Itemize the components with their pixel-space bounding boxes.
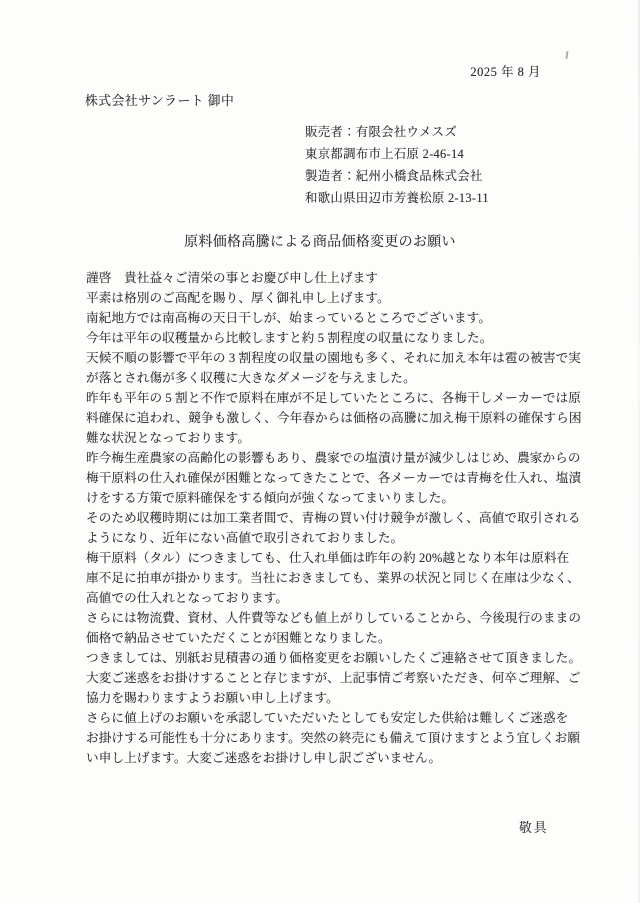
recipient-name: 株式会社サンラート 御中: [85, 94, 235, 108]
body-line: が落とされ傷が多く収穫に大きなダメージを与えました。: [86, 371, 416, 385]
body-line: さらには物流費、資材、人件費等なども値上がりしていることから、今後現行のままの: [86, 611, 582, 625]
body-line: 平素は格別のご高配を賜り、厚く御礼申し上げます。: [86, 291, 390, 305]
body-line: お掛けする可能性も十分にあります。突然の終売にも備えて頂けますとよう宜しくお願: [86, 731, 581, 745]
letter-body: [86, 268, 582, 768]
sender-block: [305, 121, 489, 209]
body-line: 大変ご迷惑をお掛けすることと存じますが、上記事情ご考察いただき、何卒ご理解、ご: [86, 671, 581, 685]
sender-line-seller: 販売者：有限会社ウメスズ: [305, 125, 457, 139]
body-line: 価格で納品させていただくことが困難となりました。: [86, 631, 391, 645]
body-line: 今年は平年の収穫量から比較しますと約 5 割程度の収量になりました。: [86, 331, 493, 345]
sender-line-manufacturer: 製造者：紀州小橋食品株式会社: [305, 169, 483, 183]
body-line: 南紀地方では南高梅の天日干しが、始まっているところでございます。: [86, 311, 492, 325]
closing-salutation: 敬具: [519, 821, 549, 835]
scan-speck-artifact: [565, 51, 568, 59]
sender-line-manufacturer-address: 和歌山県田辺市芳養松原 2-13-11: [305, 191, 489, 205]
body-line: 庫不足に拍車が掛かります。当社におきましても、業界の状況と同じく在庫は少なく、: [86, 571, 580, 585]
body-line: 梅干原料（タル）につきましても、仕入れ単価は昨年の約 20%越となり本年は原料在: [86, 551, 570, 565]
letter-title: 原料価格高騰による商品価格変更のお願い: [184, 235, 456, 250]
body-line: 謹啓 貴社益々ご清栄の事とお慶び申し仕上げます: [86, 271, 378, 285]
body-line: ようになり、近年にない高値で取引されておりました。: [86, 531, 404, 545]
body-line: けをする方策で原料確保をする傾向が強くなってまいりました。: [86, 491, 455, 505]
sender-line-seller-address: 東京都調布市上石原 2-46-14: [305, 147, 464, 161]
body-line: 昨今梅生産農家の高齢化の影響もあり、農家での塩漬け量が減少しはじめ、農家からの: [86, 451, 581, 465]
body-line: 天候不順の影響で平年の 3 割程度の収量の園地も多く、それに加え本年は雹の被害で実: [86, 351, 582, 365]
body-line: 高値での仕入れとなっております。: [86, 591, 289, 605]
body-line: そのため収穫時期には加工業者間で、青梅の買い付け競争が激しく、高値で取引される: [86, 511, 581, 525]
body-line: 梅干原料の仕入れ確保が困難となってきたことで、各メーカーでは青梅を仕入れ、塩漬: [86, 471, 582, 485]
letter-date: 2025 年 8 月: [470, 65, 541, 79]
body-line: い申し上げます。大変ご迷惑をお掛けし申し訳ございません。: [86, 751, 442, 765]
body-line: 昨年も平年の 5 割と不作で原料在庫が不足していたところに、各梅干しメーカーでは原: [86, 391, 582, 405]
body-line: つきましては、別紙お見積書の通り価格変更をお願いしたくご連絡させて頂きました。: [86, 651, 582, 665]
body-line: さらに値上げのお願いを承認していただいたとしても安定した供給は難しくご迷惑を: [86, 711, 569, 725]
body-line: 協力を賜わりますようお願い申し上げます。: [86, 691, 339, 705]
body-line: 難な状況となっております。: [86, 431, 251, 445]
body-line: 料確保に追われ、競争も激しく、今年春からは価格の高騰に加え梅干原料の確保すら困: [86, 411, 582, 425]
